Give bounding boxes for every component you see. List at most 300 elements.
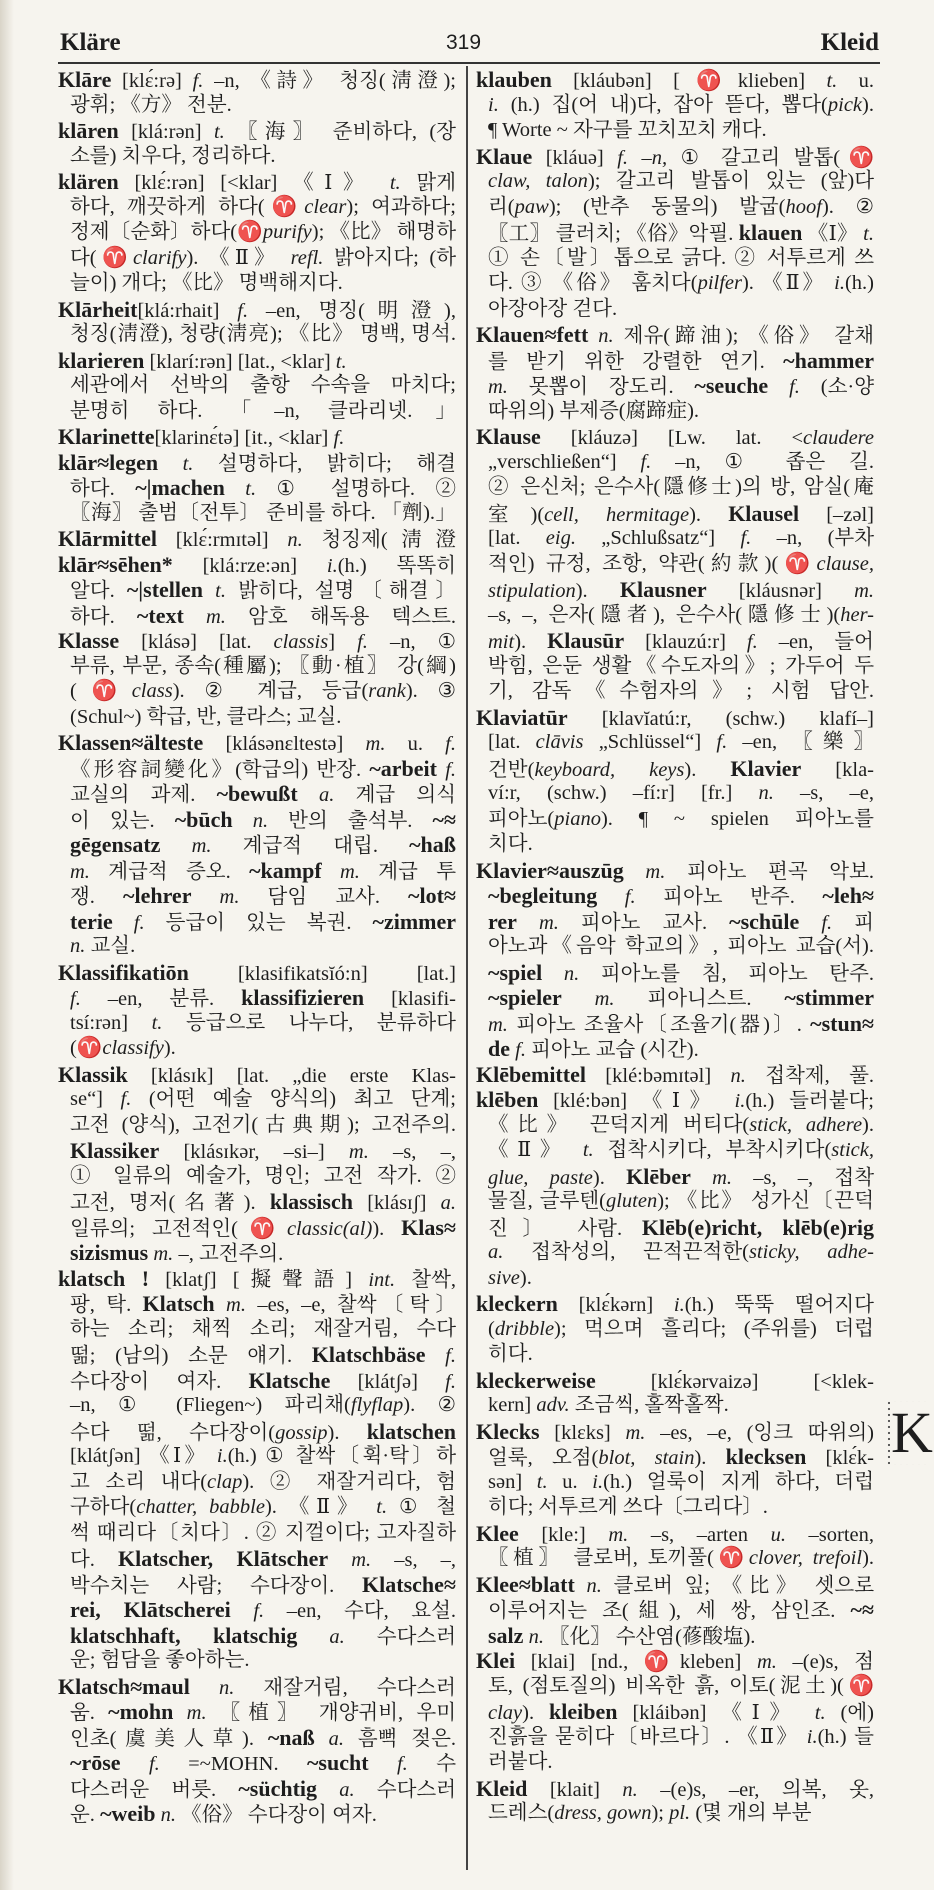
entry-line [58, 577, 456, 603]
entry-line [476, 1674, 874, 1700]
definition-text: [klé:bəmɪtəl] [585, 1064, 731, 1087]
definition-text [597, 886, 625, 908]
definition-text [799, 912, 821, 934]
entry-line [476, 1444, 874, 1470]
entry-line [58, 1138, 456, 1164]
grammar-label: m. [186, 1702, 207, 1724]
definition-text: ); 먹으며 흘리다; (주위를) 더럽 [554, 1317, 874, 1340]
definition-text: 〖植〗 개양귀비, 우미 [206, 1702, 456, 1724]
grammar-label: t. [335, 350, 347, 373]
grammar-label: keyboard, keys [534, 758, 685, 781]
headword: Klatsche≈ [362, 1571, 456, 1597]
grammar-label: f. [357, 631, 368, 653]
definition-text: (h.) 뚝뚝 떨어지다 [684, 1294, 874, 1316]
definition-text: ví:r, (schw.) –fí:r] [fr.] [488, 782, 759, 804]
grammar-label: t. [863, 223, 874, 245]
entry-line [476, 322, 874, 348]
entry-line [476, 348, 874, 374]
definition-text: (Schul~) 학급, 반, 클라스; 교실. [70, 705, 342, 728]
definition-text: 드레스( [488, 1802, 555, 1824]
grammar-label: refl. [290, 246, 324, 269]
entry-line [58, 1597, 456, 1623]
headword: klauben [476, 67, 552, 92]
headword: Klāre [58, 67, 112, 92]
entry-line [476, 526, 874, 552]
definition-text: 아장아장 걷다. [488, 297, 618, 320]
grammar-label: pilfer [697, 272, 742, 294]
grammar-label: t. [536, 1470, 548, 1493]
definition-text: ). [694, 1447, 726, 1469]
entry-line [58, 399, 456, 425]
entry-line [476, 756, 874, 782]
definition-text: 히다. [488, 1343, 533, 1365]
entry-line [58, 1623, 456, 1649]
definition-text [298, 784, 319, 806]
headword: ~text [136, 602, 184, 628]
entry-line [476, 1087, 874, 1113]
definition-text: ); 《比》 성가신〔끈덕 [657, 1190, 874, 1212]
headword: Klausūr [547, 628, 625, 653]
headword: ~naß [267, 1724, 315, 1750]
headword: klatschen [366, 1418, 457, 1444]
grammar-label: a. [488, 1241, 504, 1263]
definition-text: 피아노 조율사〔조율기(器)〕. [507, 1013, 811, 1036]
entry-line [476, 1623, 874, 1649]
entry-line [58, 1011, 456, 1037]
entry-line [58, 118, 456, 144]
entry-line [58, 807, 456, 833]
grammar-label: paw [514, 195, 549, 218]
definition-text: ). ③ [405, 680, 456, 702]
definition-text: 찰싹, [395, 1268, 457, 1291]
grammar-label: stick, [831, 1139, 874, 1161]
headword: Klatsch [142, 1291, 215, 1316]
guide-word-last: Kleid [820, 29, 879, 56]
headword: ~rōse [70, 1750, 121, 1775]
headword: Klatsch≈maul [58, 1673, 190, 1699]
definition-text: 다스러운 버릇. [70, 1778, 239, 1801]
definition-text: 《Ⅰ》 [802, 223, 864, 245]
definition-text: ① 갈고리 발톱(♈ [667, 146, 875, 169]
definition-text: ); 여과하다; [346, 195, 456, 218]
headword: ~≈ [432, 806, 456, 832]
definition-text: ). [522, 1702, 550, 1724]
definition-text: 적인) 규정, 조항, 약관(約款)(♈ [488, 552, 817, 575]
grammar-label: f. [740, 527, 752, 549]
headword: ~≈ [850, 1597, 874, 1622]
entry-line [476, 1546, 874, 1572]
grammar-label: classic(al) [286, 1217, 373, 1240]
headword: Klēb(e)richt, klēb(e)rig [641, 1214, 874, 1240]
definition-text: =~MOHN. [159, 1753, 307, 1775]
definition-text: 토, (점토질의) 비옥한 흙, 이토(泥土)(♈ [488, 1674, 874, 1697]
grammar-label: n. [528, 1625, 544, 1648]
grammar-label: sive [488, 1266, 520, 1289]
grammar-label: piano [554, 807, 601, 830]
entry-line [58, 705, 456, 731]
definition-text: 피아노 편곡 악보. [665, 860, 874, 883]
grammar-label: i. [488, 93, 499, 116]
entry-line [476, 1572, 874, 1598]
definition-text: [lat. [488, 731, 536, 753]
entry-line [476, 577, 874, 603]
definition-text: [klasifikatsĭó:n] [lat.] [188, 962, 456, 985]
headword: Klas≈ [401, 1214, 457, 1240]
definition-text: (h.) 들 [817, 1725, 874, 1748]
entry-line [58, 1317, 456, 1343]
definition-text: [klásənɛltestə] [203, 733, 366, 755]
definition-text: 계급 의식 [334, 784, 457, 806]
grammar-label: f. [445, 1345, 456, 1367]
definition-text: 히다; 서투르게 쓰다〔그리다〕. [488, 1496, 768, 1518]
headword: Klee≈blatt [476, 1571, 575, 1597]
entry-line [476, 424, 874, 450]
definition-text: 수다장이 여자. [70, 1370, 249, 1393]
headword: Klaue [476, 143, 533, 169]
entry-line [58, 1087, 456, 1113]
headword: Kleid [476, 1775, 528, 1801]
definition-text: –n, ① [367, 631, 457, 653]
grammar-label: f. [237, 299, 249, 322]
entry-line [476, 297, 874, 323]
definition-text: [klá:rən] [118, 121, 214, 143]
grammar-label: m. [205, 605, 226, 628]
grammar-label: n. [598, 325, 614, 347]
entry-line [476, 1776, 874, 1802]
grammar-label: eig. [545, 527, 576, 549]
grammar-label: m. [153, 1243, 174, 1265]
definition-text [517, 912, 539, 934]
definition-text: ). ¶ ~ spielen 피아노를 [600, 807, 874, 830]
entry-line [476, 679, 874, 705]
definition-text: (어떤 예술 양식의) 최고 단계; [131, 1088, 456, 1110]
definition-text: –n, (부차 [751, 527, 874, 549]
definition-text [437, 759, 445, 781]
headword: terie [70, 908, 113, 934]
definition-text: 부류, 부문, 종속(種屬); 〖動·植〗 강(綱) [70, 654, 456, 677]
definition-text: 이 있는. [70, 809, 175, 832]
grammar-label: n. [252, 809, 269, 832]
definition-text [328, 1549, 351, 1571]
headword: klēben [476, 1087, 539, 1112]
definition-text: [klarinɛ́tə] [it., <klar] [154, 427, 334, 449]
grammar-label: stipulation [488, 580, 576, 602]
headword: klären [58, 169, 119, 194]
definition-text: 밝아지다; (하 [323, 246, 456, 269]
entry-line [58, 1291, 456, 1317]
definition-text: 수다스러 [354, 1778, 456, 1801]
definition-text: ). [163, 1037, 176, 1059]
definition-text: 얼룩, 오점( [488, 1447, 599, 1469]
definition-text [121, 1753, 149, 1775]
definition-text: ); [651, 1802, 670, 1824]
grammar-label: n. [218, 1676, 235, 1699]
definition-text: ). [372, 1217, 402, 1240]
definition-text: u. [385, 733, 446, 755]
definition-text: [lat. [488, 527, 546, 549]
definition-text [158, 453, 183, 475]
definition-text: se“] [70, 1088, 121, 1110]
definition-text: [klátʃə] [330, 1370, 446, 1393]
grammar-label: t. [245, 478, 257, 500]
column-divider [466, 66, 468, 1870]
grammar-label: m. [226, 1294, 246, 1316]
definition-text: 를 받기 위한 강렬한 연기. [488, 350, 784, 373]
entry-line [476, 1801, 874, 1827]
definition-text: 건반( [488, 758, 535, 781]
entry-line [476, 1342, 874, 1368]
definition-text: ). [689, 503, 729, 526]
definition-text: –en, 명징(明澄), [248, 299, 457, 322]
definition-text [113, 912, 134, 934]
headword: ~haß [409, 832, 457, 857]
headword: ~|machen [135, 475, 225, 500]
entry-line [476, 909, 874, 935]
definition-text: (♈ [70, 1037, 103, 1059]
headword: klassifizieren [241, 985, 365, 1010]
headword: Klēbemittel [476, 1061, 586, 1087]
entry-line [476, 705, 874, 731]
entry-line [58, 1036, 456, 1062]
headword: ~begleitung [488, 883, 598, 908]
entry-line [58, 1444, 456, 1470]
grammar-label: t. [182, 452, 194, 475]
grammar-label: t. [213, 121, 225, 143]
definition-text [191, 886, 219, 908]
entry-line [476, 883, 874, 909]
definition-text: –s, –arten [628, 1523, 771, 1546]
definition-text: [klarí:rən] [lat., <klar] [144, 350, 336, 373]
entry-line [476, 832, 874, 858]
definition-text: 분명히 하다. 「–n, 클라리넷.」 [70, 399, 456, 422]
entry-line [58, 1164, 456, 1190]
headword: Klatschbäse [311, 1342, 426, 1367]
headword: Klatscher, Klātscher [117, 1546, 329, 1571]
definition-text: 피아노를 침, 피아노 탄주. [579, 962, 875, 985]
definition-text: 접착시키다, 부착시키다( [593, 1139, 832, 1161]
definition-text: 늘이) 개다; 《比》 명백해지다. [70, 272, 343, 294]
entry-line [58, 322, 456, 348]
grammar-label: m. [351, 1549, 372, 1571]
entry-line [476, 1215, 874, 1241]
definition-text: 알다. [70, 580, 127, 602]
definition-text: 계급적 증오. [89, 860, 250, 883]
definition-text: 설명하다, 밝히다; 해결 [193, 452, 456, 475]
definition-text: 등급이 있는 복권. [144, 911, 373, 934]
grammar-label: m. [594, 988, 615, 1010]
definition-text: 하다, 깨끗하게 하다(♈ [70, 195, 305, 218]
grammar-label: clear [304, 195, 347, 218]
definition-text: 일류의; 고전적인(♈ [70, 1217, 287, 1240]
headword: ~sucht [306, 1750, 369, 1775]
grammar-label: clay [488, 1702, 523, 1724]
grammar-label: t. [826, 70, 838, 92]
entry-line [58, 730, 456, 756]
definition-text [425, 1345, 445, 1367]
definition-text: 클로버 잎; 《比》 셋으로 [601, 1574, 874, 1597]
definition-text: [klɛ́:rə] [111, 70, 193, 92]
entry-line [58, 373, 456, 399]
definition-text: kern] [488, 1394, 537, 1416]
definition-text: [kla- [801, 758, 874, 781]
entry-line [58, 756, 456, 782]
headword: kleiben [549, 1699, 618, 1724]
grammar-label: a. [328, 1727, 344, 1750]
definition-text: 피아노 교사. [558, 911, 730, 934]
definition-text: ① 손〔발〕톱으로 긁다. ② 서투르게 쓰 [488, 246, 874, 269]
entry-line [476, 1164, 874, 1190]
entry-line [476, 1521, 874, 1547]
grammar-label: m. [70, 860, 90, 883]
grammar-label: clover, trefoil [748, 1547, 863, 1569]
headword: ~schūle [729, 908, 800, 934]
definition-text: ). [327, 1421, 367, 1444]
definition-text: ( [488, 1317, 495, 1340]
definition-text [184, 606, 206, 628]
grammar-label: m. [191, 835, 212, 857]
headword: ~süchtig [238, 1775, 318, 1801]
definition-text: 피아노 교습 (시간). [525, 1039, 699, 1061]
grammar-label: f. [515, 1039, 526, 1061]
definition-text: „Schlußsatz“] [575, 527, 741, 549]
entry-line [58, 1240, 456, 1266]
entry-line [58, 628, 456, 654]
grammar-label: f. [120, 1088, 132, 1110]
definition-text: 〖工〗 클러치; 《俗》악필. [488, 223, 739, 245]
grammar-label: m. [538, 911, 559, 934]
entry-line [476, 1368, 874, 1394]
definition-text: 하다. [70, 478, 136, 500]
headword: klatsch ! [58, 1265, 150, 1291]
grammar-label: clap [207, 1470, 243, 1493]
grammar-label: m. [608, 1523, 629, 1546]
definition-text: [kláuə] [532, 146, 618, 169]
definition-text: [–zəl] [799, 503, 875, 526]
grammar-label: t. [814, 1702, 826, 1724]
definition-text: (h.) 들러붙다; [745, 1090, 875, 1112]
grammar-label: m. [712, 1166, 733, 1189]
grammar-label: i. [216, 1445, 228, 1467]
entry-line [476, 552, 874, 578]
definition-text [562, 988, 595, 1010]
grammar-label: m. [219, 886, 240, 908]
definition-text: 인초(虞美人草). [70, 1727, 268, 1750]
grammar-label: i. [834, 272, 845, 294]
grammar-label: f. [148, 1753, 160, 1775]
grammar-label: t. [151, 1011, 163, 1034]
headword: ~zimmer [372, 908, 457, 934]
grammar-label: dribble [494, 1317, 555, 1340]
entry-line [58, 1750, 456, 1776]
definition-text: –n, ① 좁은 길. [651, 450, 874, 473]
definition-text: [klɛ́:rən] [<klar] 《Ⅰ》 [118, 172, 390, 194]
entry-line [58, 1572, 456, 1598]
entry-line [58, 603, 456, 629]
headword: klār≈legen [58, 449, 159, 475]
grammar-label: class [131, 680, 173, 702]
grammar-label: n. [758, 782, 774, 804]
headword: ~arbeit [369, 755, 437, 781]
entry-line [58, 1495, 456, 1521]
definition-text: 수다 떪, 수다장이( [70, 1421, 276, 1444]
entry-line [58, 1215, 456, 1241]
headword: Klaviatūr [476, 704, 568, 730]
headword: klecksen [725, 1444, 807, 1469]
entry-line [476, 1138, 874, 1164]
grammar-label: pick [827, 93, 863, 116]
entry-line [476, 93, 874, 119]
grammar-label: i. [806, 1725, 818, 1748]
definition-text: (h.) [844, 272, 874, 294]
definition-text: 교실의 과제. [70, 784, 217, 806]
grammar-label: f. –n, [617, 146, 668, 169]
grammar-label: f. [746, 631, 758, 653]
definition-text: 흠뻑 젖은. [343, 1727, 456, 1750]
definition-text: „verschließen“] [488, 450, 641, 473]
entry-line [476, 246, 874, 272]
headword: Klasse [58, 628, 120, 653]
definition-text: –n, ① (Fliegen~) 파리채( [70, 1394, 351, 1416]
definition-text: 팡, 탁. [70, 1294, 143, 1316]
entry-line [58, 883, 456, 909]
definition-text: –s, –, 은자(隱者), 은수사(隱修士)( [488, 603, 841, 626]
entry-line [58, 271, 456, 297]
grammar-label: f. [716, 731, 728, 753]
entry-line [58, 909, 456, 935]
definition-text: 등급으로 나누다, 분류하다 [162, 1011, 456, 1034]
definition-text: 다. [70, 1549, 118, 1571]
definition-text: (에) [825, 1702, 875, 1724]
entry-line [476, 1495, 874, 1521]
definition-text: 室)( [488, 503, 545, 526]
grammar-label: chatter, babble [136, 1496, 265, 1518]
headword: ~lehrer [123, 883, 192, 908]
headword: ~seuche [694, 373, 769, 398]
grammar-label: t. [389, 172, 401, 194]
definition-text [317, 1779, 339, 1801]
definition-text: [klauzú:r] [624, 631, 747, 653]
definition-text: [klɛ́kərvaizə] [<klek- [595, 1370, 874, 1393]
grammar-label: m. [625, 1421, 646, 1444]
definition-text: 하다. [70, 605, 137, 628]
headword: ~weib [100, 1801, 156, 1826]
headword: Klassiker [70, 1138, 160, 1163]
headword: ~stimmer [784, 985, 874, 1010]
headword: klāren [58, 118, 119, 143]
definition-text: ). [862, 1547, 875, 1569]
entry-line [58, 1189, 456, 1215]
entry-line [58, 220, 456, 246]
headword: kleckerweise [476, 1367, 596, 1393]
definition-text: –, 고전주의. [173, 1243, 284, 1265]
definition-text: [klɛ́kərn] [557, 1294, 674, 1316]
definition-text: [kláusnər] [706, 580, 855, 602]
definition-text: 계급 투 [359, 860, 457, 883]
definition-text: [klavĭatú:r, (schw.) klafí–] [567, 707, 874, 730]
definition-text: 교실. [85, 935, 136, 957]
definition-text: 운. [70, 1804, 101, 1826]
entry-line [476, 501, 874, 527]
definition-text: [kláibən] 《Ⅰ》 [617, 1702, 815, 1724]
entry-line [476, 399, 874, 425]
headword: klassisch [269, 1189, 353, 1214]
definition-text: 따위의) 부제증(腐蹄症). [488, 399, 700, 422]
entry-line [58, 654, 456, 680]
headword: salz [488, 1622, 524, 1648]
grammar-label: f. [253, 1600, 265, 1622]
grammar-label: t. [376, 1496, 388, 1518]
entry-line [58, 1776, 456, 1802]
